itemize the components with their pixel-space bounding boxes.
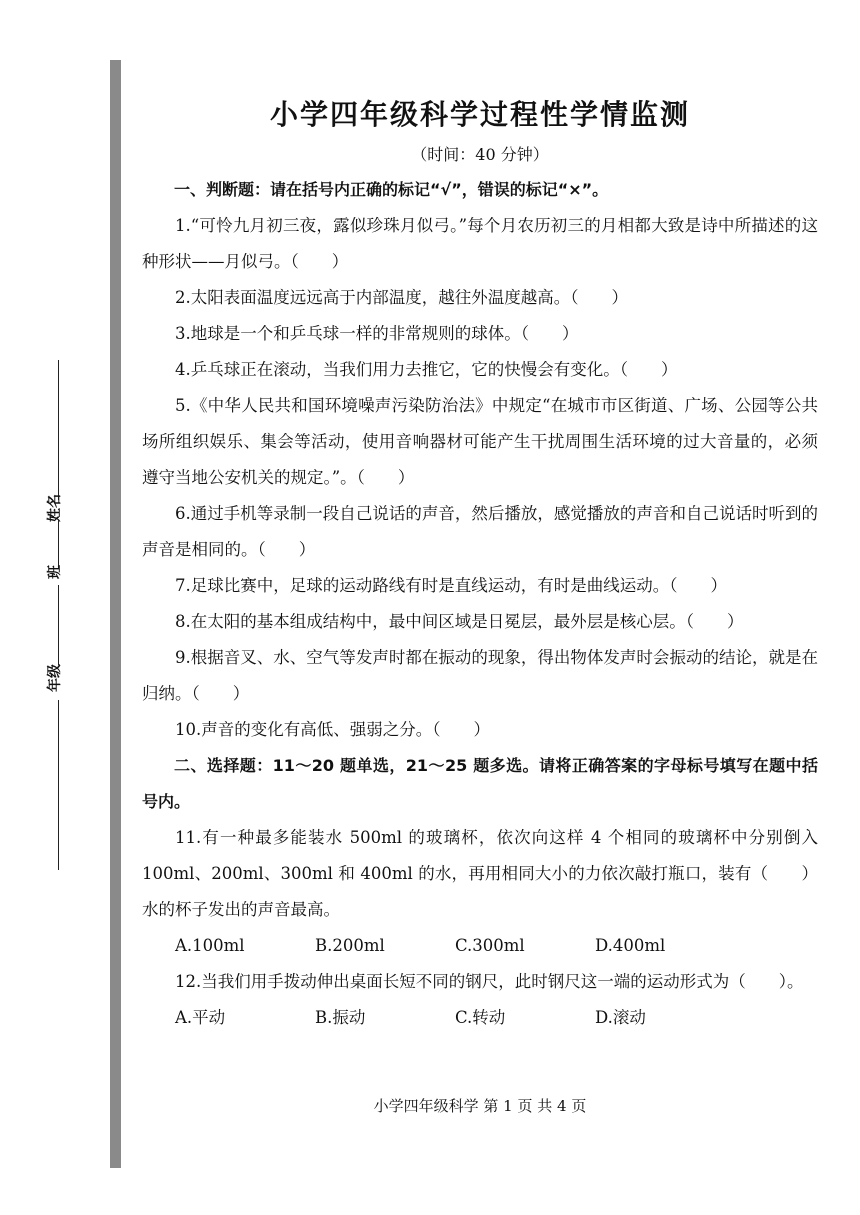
option-a: A.100ml (175, 936, 245, 955)
page-title: 小学四年级科学过程性学情监测 (269, 98, 690, 131)
judgment-question-6: 6.通过手机等录制一段自己说话的声音，然后播放，感觉播放的声音和自己说话时听到的声音是相同的。（ ） (142, 504, 818, 559)
option-d: D.400ml (595, 936, 666, 955)
exam-duration: （时间：40 分钟） (411, 145, 549, 164)
option-b: B.200ml (315, 936, 385, 955)
option-d: D.滚动 (595, 1008, 646, 1027)
grade-label: 年级 (47, 664, 63, 692)
option-a: A.平动 (175, 1008, 226, 1027)
name-label: 姓名 (47, 494, 63, 522)
section-heading-judgment: 一、判断题：请在括号内正确的标记“√”，错误的标记“×”。 (174, 180, 609, 199)
judgment-question-1: 1.“可怜九月初三夜，露似珍珠月似弓。”每个月农历初三的月相都大致是诗中所描述的这种形状——月似弓。（ ） (142, 216, 818, 271)
grade-blank-line (58, 585, 59, 665)
judgment-question-9: 9.根据音叉、水、空气等发声时都在振动的现象，得出物体发声时会振动的结论，就是在归纳。（ ） (142, 648, 818, 703)
judgment-question-7: 7.足球比赛中，足球的运动路线有时是直线运动，有时是曲线运动。（ ） (175, 576, 727, 595)
option-c: C.转动 (455, 1008, 506, 1027)
section-heading-choice: 二、选择题：11～20 题单选，21～25 题多选。请将正确答案的字母标号填写在题中括号内。 (142, 756, 818, 811)
name-blank-line (58, 360, 59, 500)
option-c: C.300ml (455, 936, 525, 955)
judgment-question-4: 4.乒乓球正在滚动，当我们用力去推它，它的快慢会有变化。（ ） (175, 360, 678, 379)
judgment-question-10: 10.声音的变化有高低、强弱之分。（ ） (175, 720, 490, 739)
judgment-question-3: 3.地球是一个和乒乓球一样的非常规则的球体。（ ） (175, 324, 579, 343)
binding-gutter-bar (110, 60, 121, 1168)
judgment-question-5: 5.《中华人民共和国环境噪声污染防治法》中规定“在城市市区街道、广场、公园等公共场所组织娱乐、集会等活动，使用音响器材可能产生干扰周围生活环境的过大音量的，必须遵守当地公安机关的规定。”。（ ） (142, 396, 818, 487)
exam-content (142, 172, 818, 1036)
choice-options-11 (142, 928, 818, 964)
choice-question-12: 12.当我们用手拨动伸出桌面长短不同的钢尺，此时钢尺这一端的运动形式为（ ）。 (175, 972, 804, 991)
class-label: 班 (47, 565, 63, 579)
judgment-question-8: 8.在太阳的基本组成结构中，最中间区域是日冕层，最外层是核心层。（ ） (175, 612, 744, 631)
judgment-question-2: 2.太阳表面温度远远高于内部温度，越往外温度越高。（ ） (175, 288, 628, 307)
binding-tail-line (58, 700, 59, 870)
choice-options-12 (142, 1000, 818, 1036)
choice-question-11: 11.有一种最多能装水 500ml 的玻璃杯，依次向这样 4 个相同的玻璃杯中分别倒入 100ml、200ml、300ml 和 400ml 的水，再用相同大小的力依次敲打瓶口，装有（ ）水的杯子发出的声音最高。 (142, 828, 818, 919)
option-b: B.振动 (315, 1008, 366, 1027)
page-footer: 小学四年级科学 第 1 页 共 4 页 (373, 1097, 587, 1115)
